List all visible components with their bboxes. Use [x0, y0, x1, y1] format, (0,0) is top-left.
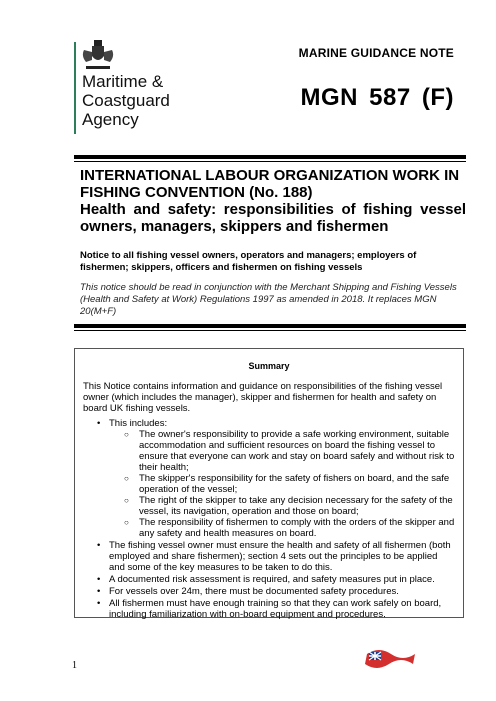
summary-paragraph: This Notice contains information and guidance on responsibilities of the fishing vessel owner (which includes the manager), skipper and fishermen for health and safety on board UK fishing vessels.	[83, 381, 443, 414]
royal-crest-logo	[80, 40, 116, 72]
title-subject: Health and safety: responsibilities of fishing vessel owners, managers, skippers and fishermen	[80, 201, 466, 235]
list-item: • A documented risk assessment is required, and safety measures put in place.	[109, 574, 455, 585]
summary-box	[74, 348, 464, 618]
list-item: • The fishing vessel owner must ensure the health and safety of all fishermen (both employed and share fishermen); section 4 sets out the principles to be applied and some of the key measures to be taken to do this.	[109, 540, 455, 573]
agency-name-line: Maritime &	[82, 72, 164, 91]
document-title	[80, 167, 466, 235]
list-item-text: This includes:	[109, 418, 168, 429]
page-number: 1	[72, 660, 77, 671]
audience-notice: Notice to all fishing vessel owners, operators and managers; employers of fishermen; skippers, officers and fishermen on fishing vessels	[80, 250, 417, 273]
title-convention: INTERNATIONAL LABOUR ORGANIZATION WORK IN FISHING CONVENTION (No. 188)	[80, 167, 460, 201]
sub-list-item: ○ The owner's responsibility to provide a safe working environment, suitable accommodation and sufficient resources on board the fishing vessel to ensure that everyone can work and stay on board safely and without risk to their health;	[139, 429, 455, 473]
list-item: • All fishermen must have enough training so that they can work safely on board, including familiarization with on-board equipment and procedures.	[109, 598, 455, 620]
agency-accent-bar	[74, 42, 76, 134]
note-type-label: MARINE GUIDANCE NOTE	[298, 46, 454, 60]
sub-list-item: ○ The skipper's responsibility for the safety of fishers on board, and the safe operation of the vessel;	[139, 473, 455, 495]
summary-list	[83, 418, 455, 620]
red-ensign-logo	[365, 646, 417, 668]
summary-body	[75, 381, 463, 620]
agency-name-line: Agency	[82, 110, 139, 129]
agency-name-line: Coastguard	[82, 91, 170, 110]
section-rule	[74, 324, 466, 328]
title-top-thin-rule	[74, 161, 466, 162]
section-thin-rule	[74, 330, 466, 331]
title-top-rule	[74, 155, 466, 159]
sub-list-item: ○ The right of the skipper to take any decision necessary for the safety of the vessel, its navigation, operation and those on board;	[139, 495, 455, 517]
sub-list-item: ○ The responsibility of fishermen to comply with the orders of the skipper and any safety and health measures on board.	[139, 517, 455, 539]
summary-heading: Summary	[248, 361, 290, 371]
list-item	[109, 418, 455, 539]
intro-text: This notice should be read in conjunction with the Merchant Shipping and Fishing Vessels (Health and Safety at Work) Regulations 1997 as amended in 2018. It replaces MGN 20(M+F)	[80, 282, 457, 317]
list-item: • For vessels over 24m, there must be documented safety procedures.	[109, 586, 455, 597]
mgn-number: MGN 587 (F)	[300, 84, 454, 111]
agency-name	[82, 72, 170, 129]
sub-list	[109, 429, 455, 539]
